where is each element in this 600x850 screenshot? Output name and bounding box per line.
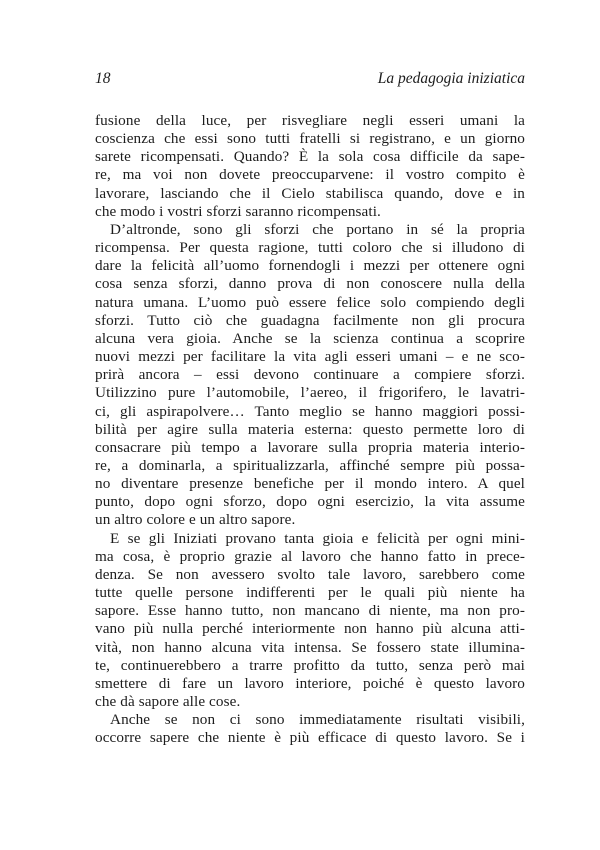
text-line: sarete ricompensati. Quando? È la sola cosa difficile da sape- bbox=[95, 148, 525, 166]
paragraph bbox=[95, 530, 525, 712]
page-text-block bbox=[95, 70, 525, 747]
text-line: ricompensa. Per questa ragione, tutti coloro che si illudono di bbox=[95, 239, 525, 257]
text-line: sforzi. Tutto ciò che guadagna facilmente non gli procura bbox=[95, 311, 525, 329]
running-head bbox=[95, 70, 525, 88]
text-line: un altro colore e un altro sapore. bbox=[95, 511, 296, 529]
text-line: nuovi mezzi per facilitare la vita agli esseri umani – e ne sco- bbox=[95, 348, 525, 366]
text-line: bilità per agire sulla materia esterna: questo permette loro di bbox=[95, 420, 525, 438]
text-line: consacrare più tempo a lavorare sulla propria materia interio- bbox=[95, 438, 525, 456]
text-line: cosa senza sforzi, danno prova di non conoscere nulla della bbox=[95, 275, 525, 293]
text-line: dare la felicità all’uomo fornendogli i mezzi per ottenere ogni bbox=[95, 257, 525, 275]
text-line: lavorare, lasciando che il Cielo stabilisca quando, dove e in bbox=[95, 184, 525, 202]
text-line: che dà sapore alle cose. bbox=[95, 693, 241, 710]
paragraph bbox=[95, 112, 525, 221]
text-line: ci, gli aspirapolvere… Tanto meglio se hanno maggiori possi- bbox=[95, 402, 525, 420]
text-line: E se gli Iniziati provano tanta gioia e felicità per ogni mini- bbox=[110, 529, 525, 547]
text-line: prirà ancora – essi devono continuare a compiere sforzi. bbox=[95, 366, 525, 384]
text-block bbox=[95, 112, 525, 747]
paragraph bbox=[95, 221, 525, 530]
page-number: 18 bbox=[95, 70, 111, 87]
text-line: D’altronde, sono gli sforzi che portano in sé la propria bbox=[110, 220, 525, 238]
text-line: Utilizzino pure l’automobile, l’aereo, il frigorifero, le lavatri- bbox=[95, 384, 525, 402]
text-line: fusione della luce, per risvegliare negli esseri umani la bbox=[95, 112, 525, 129]
text-line: denza. Se non avessero svolto tale lavoro, sarebbero come bbox=[95, 565, 525, 583]
text-line: te, continuerebbero a trarre profitto da tutto, senza però mai bbox=[95, 656, 525, 674]
text-line: natura umana. L’uomo può essere felice solo compiendo degli bbox=[95, 293, 525, 311]
text-line: alcuna vera gioia. Anche se la scienza continua a scoprire bbox=[95, 329, 525, 347]
text-line: vano più nulla perché interiormente non hanno più alcuna atti- bbox=[95, 620, 525, 638]
text-line: sapore. Esse hanno tutto, non mancano di niente, ma non pro- bbox=[95, 602, 525, 620]
text-line: ma cosa, è proprio grazie al lavoro che hanno fatto in prece- bbox=[95, 547, 525, 565]
text-line: che modo i vostri sforzi saranno ricompensati. bbox=[95, 202, 381, 220]
text-line: tutte quelle persone indifferenti per le quali più niente ha bbox=[95, 584, 525, 602]
text-line: smettere di fare un lavoro interiore, poiché è questo lavoro bbox=[95, 674, 525, 692]
text-line: Anche se non ci sono immediatamente risultati visibili, bbox=[110, 711, 525, 729]
text-line: no diventare presenze benefiche per il mondo intero. A quel bbox=[95, 475, 525, 493]
text-line: re, ma voi non dovete preoccuparvene: il vostro compito è bbox=[95, 166, 525, 184]
text-line: vità, non hanno alcuna vita intensa. Se fossero state illumina- bbox=[95, 638, 525, 656]
text-line: re, a dominarla, a spiritualizzarla, affinché sempre più possa- bbox=[95, 456, 525, 474]
text-line: coscienza che essi sono tutti fratelli si registrano, e un giorno bbox=[95, 130, 525, 148]
text-line: occorre sapere che niente è più efficace di questo lavoro. Se i bbox=[95, 729, 525, 747]
text-line: punto, dopo ogni sforzo, dopo ogni esercizio, la vita assume bbox=[95, 493, 525, 511]
running-title: La pedagogia iniziatica bbox=[377, 70, 525, 87]
paragraph bbox=[95, 711, 525, 747]
